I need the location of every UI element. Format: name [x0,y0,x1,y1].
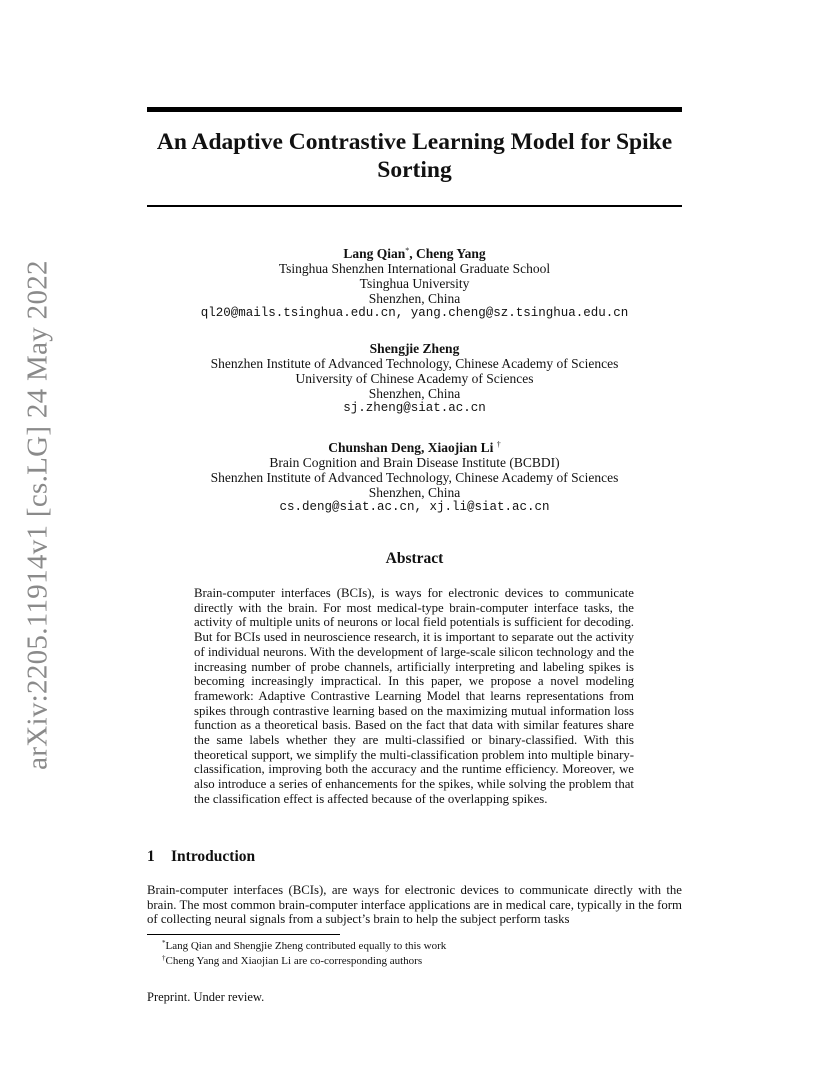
author-names-text: Chunshan Deng, Xiaojian Li [328,440,494,455]
introduction-text: Brain-computer interfaces (BCIs), are ways for electronic devices to communicate directly with the brain. The most common brain-computer interface applications are in medical care, typically in the form of collecting neural signals from a subject’s brain to help the subject perform tasks [147,883,682,927]
author-block-1 [147,243,682,321]
author-names [147,437,682,455]
author-email: cs.deng@siat.ac.cn, xj.li@siat.ac.cn [279,500,550,514]
author-name-1: Lang Qian [343,246,406,261]
author-block-2 [147,341,682,416]
footnote-1 [162,937,446,953]
affiliation-line: Brain Cognition and Brain Disease Institute (BCBDI) [269,455,560,470]
affiliation-line: University of Chinese Academy of Sciences [295,371,534,386]
affiliation-line: Shenzhen, China [368,485,461,500]
paper-title [147,128,682,184]
title-line-2: Sorting [377,157,452,183]
preprint-footer: Preprint. Under review. [147,990,265,1004]
affiliation-line: Shenzhen Institute of Advanced Technology, Chinese Academy of Sciences [210,470,619,485]
section-heading [147,848,255,866]
footnote-2 [162,952,422,968]
equal-contribution-mark: * [405,246,410,255]
author-email: sj.zheng@siat.ac.cn [343,401,486,415]
author-names: Shengjie Zheng [369,341,460,356]
arxiv-identifier-text: arXiv:2205.11914v1 [cs.LG] 24 May 2022 [21,260,54,770]
affiliation-line: Tsinghua Shenzhen International Graduate School [278,261,551,276]
section-title: Introduction [171,848,256,865]
author-email: ql20@mails.tsinghua.edu.cn, yang.cheng@sz.tsinghua.edu.cn [200,306,629,320]
footnote-mark: † [162,954,166,962]
footnote-rule [147,934,340,935]
affiliation-line: Shenzhen Institute of Advanced Technology, Chinese Academy of Sciences [210,356,619,371]
title-bottom-rule [147,205,682,207]
author-name-2: , Cheng Yang [409,246,486,261]
section-number: 1 [147,848,155,865]
abstract-heading: Abstract [385,550,444,567]
affiliation-line: Shenzhen, China [368,386,461,401]
author-block-3 [147,437,682,515]
corresponding-author-mark: † [496,440,501,449]
footnote-mark: * [162,939,166,947]
footnote-text: Cheng Yang and Xiaojian Li are co-corresponding authors [165,955,423,967]
arxiv-side-identifier [10,260,66,770]
title-line-1: An Adaptive Contrastive Learning Model for Spike [156,129,673,155]
author-names [147,243,682,261]
affiliation-line: Shenzhen, China [368,291,461,306]
abstract-text: Brain-computer interfaces (BCIs), is ways for electronic devices to communicate directly with the brain. For most medical-type brain-computer interface tasks, the activity of multiple units of neurons or local field potentials is sufficient for decoding. But for BCIs used in neuroscience research, it is important to separate out the activity of individual neurons. With the development of large-scale silicon technology and the increasing number of probe channels, artificially interpreting and labeling spikes is becoming increasingly impractical. In this paper, we propose a novel modeling framework: Adaptive Contrastive Learning Model that learns representations from spikes through contrastive learning based on the maximizing mutual information loss function as a theoretical basis. Based on the fact that data with similar features share the same labels whether they are multi-classified or binary-classified. With this theoretical support, we simplify the multi-classification problem into multiple binary-classification, improving both the accuracy and the runtime efficiency. Moreover, we also introduce a series of enhancements for the spikes, while solving the problem that the classification effect is affected because of the overlapping spikes. [194,586,634,806]
footnote-text: Lang Qian and Shengjie Zheng contributed equally to this work [165,940,447,952]
affiliation-line: Tsinghua University [359,276,470,291]
title-top-rule [147,107,682,112]
